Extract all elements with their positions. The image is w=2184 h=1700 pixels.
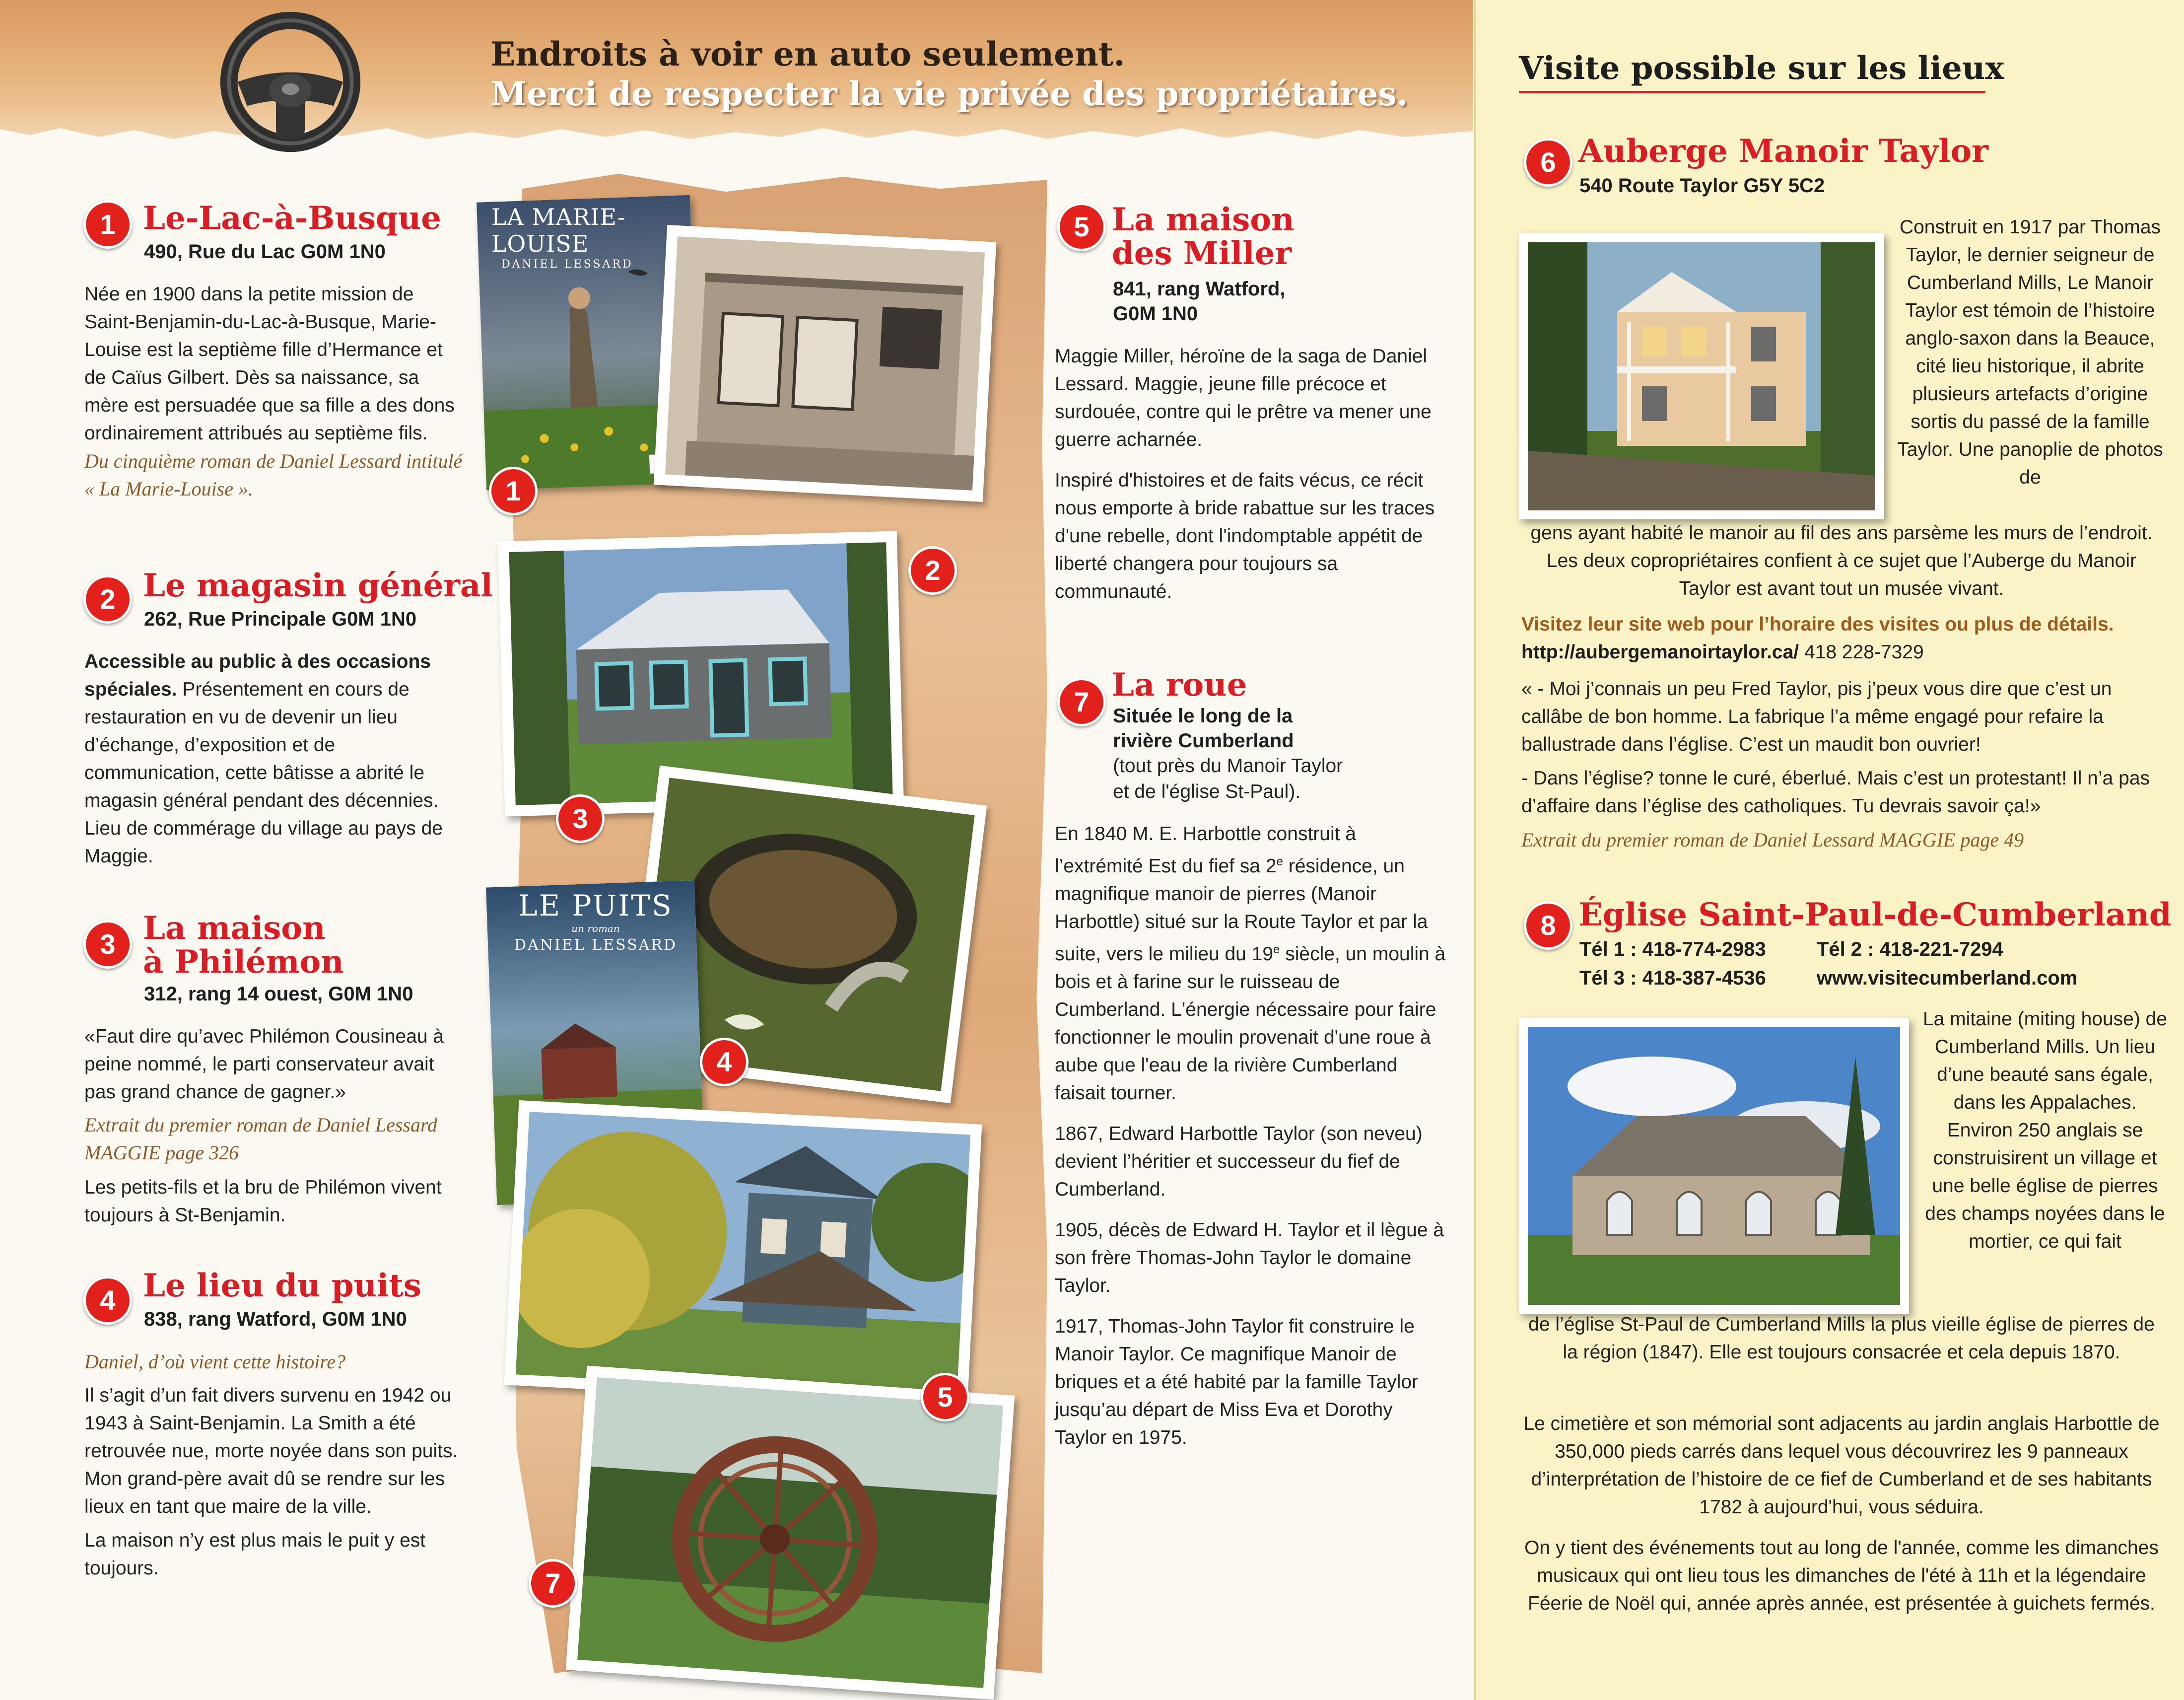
site-4-text: Il s’agit d’un fait divers survenu en 1942 ou 1943 à Saint-Benjamin. La Smith a été retrouvée nue, morte noyée dans son puits. Mon grand-père avait dû se rendre sur les lieux en tant que maire de la ville. [84, 1385, 458, 1517]
site-1-address: 490, Rue du Lac G0M 1N0 [144, 241, 386, 263]
photo-label-5: 5 [921, 1373, 969, 1421]
book-1-author: DANIEL LESSARD [501, 258, 633, 271]
site-7-body [1055, 820, 1447, 1452]
photo-maison-des-miller [504, 1100, 982, 1409]
site-8-tel-1: Tél 1 : 418-774-2983 [1579, 938, 1766, 960]
site-number-1: 1 [83, 200, 132, 249]
site-8-web[interactable]: www.visitecumberland.com [1817, 967, 2078, 989]
site-4-title: Le lieu du puits [143, 1267, 421, 1304]
site-6-quote-2: - Dans l’église? tonne le curé, éberlué. Mais c’est un protestant! Il n’a pas d’affaire dans l’église des catholiques. Tu devrais savoir ça!» [1521, 768, 2150, 817]
site-7-subtitle-1: Située le long de la [1113, 705, 1293, 727]
book-1-title: LA MARIE-LOUISE [491, 204, 626, 257]
header-line-1: Endroits à voir en auto seulement. [490, 35, 1125, 73]
site-5-address-2: G0M 1N0 [1113, 303, 1198, 325]
site-5-title-2: des Miller [1112, 235, 1292, 272]
site-3-text: Les petits-fils et la bru de Philémon vivent toujours à St-Benjamin. [84, 1177, 442, 1226]
site-6-phone: 418 228-7329 [1804, 641, 1924, 663]
site-7-note [1113, 753, 1343, 805]
site-number-5: 5 [1057, 203, 1106, 251]
site-1-source: Du cinquième roman de Daniel Lessard intitulé « La Marie-Louise ». [84, 450, 463, 500]
site-4-question: Daniel, d’où vient cette histoire? [84, 1350, 346, 1373]
site-number-3: 3 [83, 920, 132, 969]
site-6-address: 540 Route Taylor G5Y 5C2 [1579, 175, 1825, 197]
site-8-tel-2: Tél 2 : 418-221-7294 [1817, 938, 2003, 960]
site-7-p1-c: siècle, un moulin à bois et à farine sur le ruisseau de Cumberland. L'énergie nécessaire pour faire fonctionner le moulin provenait d'une roue à aube que l'eau de la rivière Cumberland faisait tourner. [1055, 943, 1446, 1104]
book-2-author: DANIEL LESSARD [514, 936, 677, 954]
site-6-quote-1: « - Moi j’connais un peu Fred Taylor, pis j’peux vous dire que c’est un callâbe de bon homme. La fabrique l’a même engagé pour refaire la ballustrade dans l’église. C’est un maudit bon ouvrier! [1521, 678, 2112, 755]
site-number-7: 7 [1057, 678, 1106, 726]
photo-label-4: 4 [700, 1038, 749, 1086]
site-6-title: Auberge Manoir Taylor [1578, 133, 1988, 170]
site-5-address-1: 841, rang Watford, [1113, 278, 1286, 300]
site-3-address: 312, rang 14 ouest, G0M 1N0 [144, 983, 413, 1005]
site-3-source: Extrait du premier roman de Daniel Lessard MAGGIE page 326 [84, 1114, 438, 1164]
site-2-title: Le magasin général [143, 567, 493, 604]
site-6-visit [1521, 611, 2162, 666]
site-1-text: Née en 1900 dans la petite mission de Saint-Benjamin-du-Lac-à-Busque, Marie-Louise est la septième fille d’Hermance et de Caïus Gilbert. Dès sa naissance, sa mère est persuadée que sa fille a des dons ordinairement attribués au septième fils. [84, 283, 455, 444]
photo-manoir-taylor [1519, 233, 1884, 519]
site-1-title: Le-Lac-à-Busque [143, 200, 441, 237]
header-line-2: Merci de respecter la vie privée des propriétaires. [490, 74, 1408, 113]
site-7-p1-sup: e [1276, 855, 1283, 868]
steering-wheel-icon [218, 10, 362, 154]
site-7-note-2: et de l'église St-Paul). [1113, 781, 1301, 802]
site-6-visit-text: Visitez leur site web pour l’horaire des visites ou plus de détails. [1521, 614, 2114, 635]
photo-label-1: 1 [489, 467, 538, 515]
site-7-note-1: (tout près du Manoir Taylor [1113, 755, 1343, 777]
site-8-tel-3: Tél 3 : 418-387-4536 [1579, 967, 1766, 989]
site-7-p1-b: résidence, un magnifique manoir de pierres (Manoir Harbottle) situé sur la Route Taylor et par la suite, vers le milieu du 19 [1055, 855, 1428, 965]
photo-label-3: 3 [556, 794, 605, 843]
book-2-title: LE PUITS [518, 889, 673, 922]
photo-eglise-saint-paul [1519, 1018, 1909, 1314]
site-5-body [1055, 343, 1447, 606]
photo-label-7: 7 [529, 1559, 577, 1608]
site-7-title: La roue [1112, 666, 1247, 704]
site-8-p2: Le cimetière et son mémorial sont adjacents au jardin anglais Harbottle de 350,000 pieds carrés dans lequel vous découvrirez les 9 panneaux d’interprétation de l’histoire de ce fief de Cumberland et de ses habitants 1782 à aujourd'hui, vous séduira. [1523, 1413, 2160, 1518]
site-4-text-2: La maison n’y est plus mais le puit y est toujours. [84, 1530, 426, 1579]
site-8-more [1521, 1410, 2162, 1618]
site-6-text-full: gens ayant habité le manoir au fil des ans parsème les murs de l’endroit. Les deux copropriétaires confient à ce sujet que l’Auberge du Manoir Taylor est avant tout un musée vivant. [1530, 522, 2153, 599]
site-8-title: Église Saint-Paul-de-Cumberland [1578, 896, 2172, 933]
site-2-text: Présentement en cours de restauration en vu de devenir un lieu d’échange, d’exposition et de communication, cette bâtisse a abrité le magasin général pendant des décennies. Lieu de commérage du village au pays de Maggie. [84, 679, 443, 867]
site-5-text: Maggie Miller, héroïne de la saga de Daniel Lessard. Maggie, jeune fille précoce et surdouée, contre qui le prêtre va mener une guerre acharnée. [1055, 346, 1432, 450]
site-2-lead: Accessible au public à des occasions spéciales. [84, 651, 431, 700]
site-3-body [84, 1023, 467, 1229]
site-4-body [84, 1348, 467, 1582]
site-7-p3: 1905, décès de Edward H. Taylor et il lègue à son frère Thomas-John Taylor le domaine Taylor. [1055, 1219, 1444, 1296]
site-7-p4: 1917, Thomas-John Taylor fit construire le Manoir Taylor. Ce magnifique Manoir de briques et a été habité par la famille Taylor jusqu’au départ de Miss Eva et Dorothy Taylor en 1975. [1055, 1316, 1419, 1448]
site-6-quote [1521, 675, 2162, 854]
site-5-title-1: La maison [1112, 201, 1295, 238]
site-number-4: 4 [83, 1276, 132, 1325]
site-7-p1-a: En 1840 M. E. Harbottle construit à l’extrémité Est du fief sa 2 [1055, 823, 1356, 877]
site-2-body [84, 648, 467, 870]
photo-label-2: 2 [908, 546, 957, 595]
site-number-2: 2 [83, 575, 132, 624]
site-5-text-2: Inspiré d'histoires et de faits vécus, ce récit nous emporte à bride rabattue sur les traces d'une rebelle, dont l'indomptable appétit de liberté changera pour toujours sa communauté. [1055, 470, 1435, 602]
site-7-subtitle-2: rivière Cumberland [1113, 730, 1294, 752]
site-8-text-side: La mitaine (miting house) de Cumberland Mills. Un lieu d’une beauté sans égale, dans les Appalaches. Environ 250 anglais se construisirent un village et une belle église de pierres des champs noyées dans le mortier, ce qui fait [1922, 1008, 2168, 1252]
site-number-6: 6 [1524, 138, 1572, 187]
site-8-text-full: de l’église St-Paul de Cumberland Mills la plus vieille église de pierres de la région (1847). Elle est toujours consacrée et cela depuis 1870. [1528, 1314, 2155, 1363]
site-4-address: 838, rang Watford, G0M 1N0 [144, 1308, 407, 1330]
site-8-p3: On y tient des événements tout au long de l'année, comme les dimanches musicaux qui ont lieu tous les dimanches de l'été à 11h et la légendaire Féerie de Noël qui, année après année, est présentée à guichets fermés. [1524, 1537, 2159, 1614]
site-number-8: 8 [1524, 901, 1572, 950]
site-2-address: 262, Rue Principale G0M 1N0 [144, 608, 417, 630]
book-2-sub: un roman [571, 922, 620, 934]
site-6-url[interactable]: http://aubergemanoirtaylor.ca/ [1521, 641, 1799, 663]
site-6-source: Extrait du premier roman de Daniel Lessard MAGGIE page 49 [1521, 829, 2024, 851]
site-3-title-1: La maison [143, 910, 326, 947]
site-7-p2: 1867, Edward Harbottle Taylor (son neveu) devient l’héritier et successeur du fief de Cumberland. [1055, 1123, 1423, 1200]
site-7-p1-sup2: e [1273, 943, 1280, 956]
photo-magasin-general [654, 225, 997, 502]
site-3-quote: «Faut dire qu’avec Philémon Cousineau à peine nommé, le parti conservateur avait pas grand chance de gagner.» [84, 1026, 444, 1103]
site-3-title-2: à Philémon [143, 943, 344, 981]
site-1-body [84, 281, 467, 503]
site-6-text-side: Construit en 1917 par Thomas Taylor, le dernier seigneur de Cumberland Mills, Le Manoir Taylor est témoin de l’histoire anglo-saxon dans la Beauce, cité lieu historique, il abrite plusieurs artefacts d’origine sortis du passé de la famille Taylor. Une panoplie de photos de [1897, 216, 2163, 488]
right-heading-underline [1519, 91, 1985, 93]
right-heading: Visite possible sur les lieux [1519, 50, 2004, 87]
